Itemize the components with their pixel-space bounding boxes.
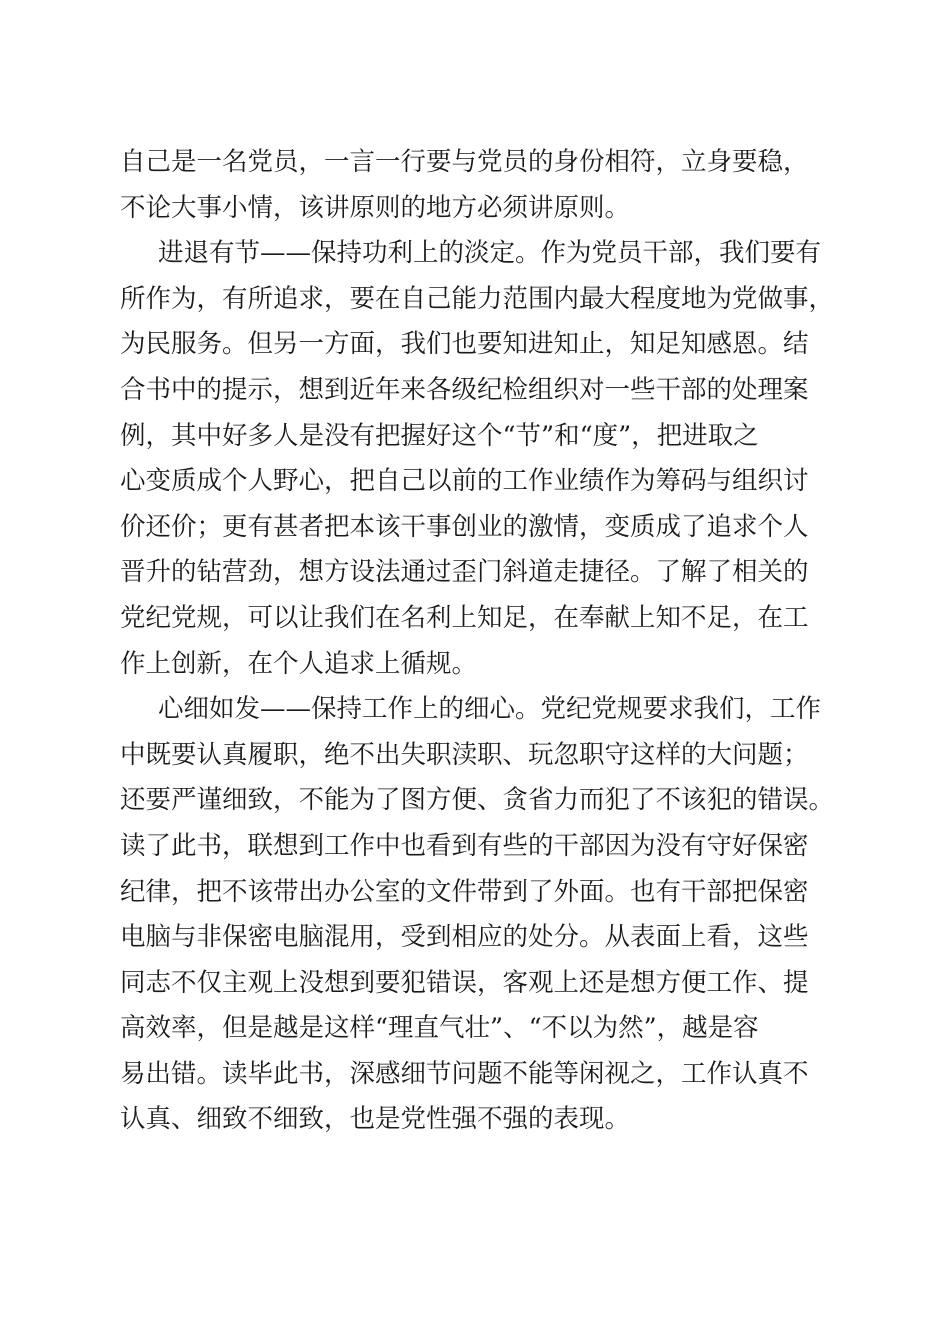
text-line: 中既要认真履职，绝不出失职渎职、玩忽职守这样的大问题； <box>120 739 809 770</box>
text-line: 易出错。读毕此书，深感细节问题不能等闲视之，工作认真不 <box>120 1058 809 1089</box>
text-line: 作上创新，在个人追求上循规。 <box>120 648 478 679</box>
paragraph-continuation <box>120 140 840 231</box>
text-line: 同志不仅主观上没想到要犯错误，客观上还是想方便工作、提 <box>120 967 809 998</box>
text-line: 电脑与非保密电脑混用，受到相应的处分。从表面上看，这些 <box>120 922 809 953</box>
text-line: 为民服务。但另一方面，我们也要知进知止，知足知感恩。结 <box>120 329 809 360</box>
paragraph-jintui-youjie <box>120 231 840 687</box>
text-line: 价还价；更有甚者把本该干事创业的激情，变质成了追求个人 <box>120 511 809 542</box>
text-line: 认真、细致不细致，也是党性强不强的表现。 <box>120 1104 631 1135</box>
text-line: 合书中的提示，想到近年来各级纪检组织对一些干部的处理案 <box>120 374 809 405</box>
document-body <box>120 140 840 1143</box>
text-line: 晋升的钻营劲，想方设法通过歪门斜道走捷径。了解了相关的 <box>120 557 809 588</box>
text-line: 还要严谨细致，不能为了图方便、贪省力而犯了不该犯的错误。 <box>120 785 835 816</box>
text-line: 进退有节——保持功利上的淡定。作为党员干部，我们要有 <box>158 238 822 269</box>
text-line: 自己是一名党员，一言一行要与党员的身份相符，立身要稳， <box>120 147 809 177</box>
text-line: 不论大事小情，该讲原则的地方必须讲原则。 <box>120 192 631 223</box>
text-line: 党纪党规，可以让我们在名利上知足，在奉献上知不足，在工 <box>120 602 809 633</box>
text-line: 高效率，但是越是这样“理直气壮”、“不以为然”，越是容 <box>120 1013 759 1044</box>
text-line: 所作为，有所追求，要在自己能力范围内最大程度地为党做事， <box>120 283 835 314</box>
text-line: 例，其中好多人是没有把握好这个“节”和“度”，把进取之 <box>120 420 759 451</box>
text-line: 心细如发——保持工作上的细心。党纪党规要求我们，工作 <box>158 694 822 725</box>
paragraph-xinxi-rufa <box>120 687 840 1143</box>
text-line: 纪律，把不该带出办公室的文件带到了外面。也有干部把保密 <box>120 876 809 907</box>
text-line: 读了此书，联想到工作中也看到有些的干部因为没有守好保密 <box>120 830 809 861</box>
text-line: 心变质成个人野心，把自己以前的工作业绩作为筹码与组织讨 <box>120 466 809 497</box>
